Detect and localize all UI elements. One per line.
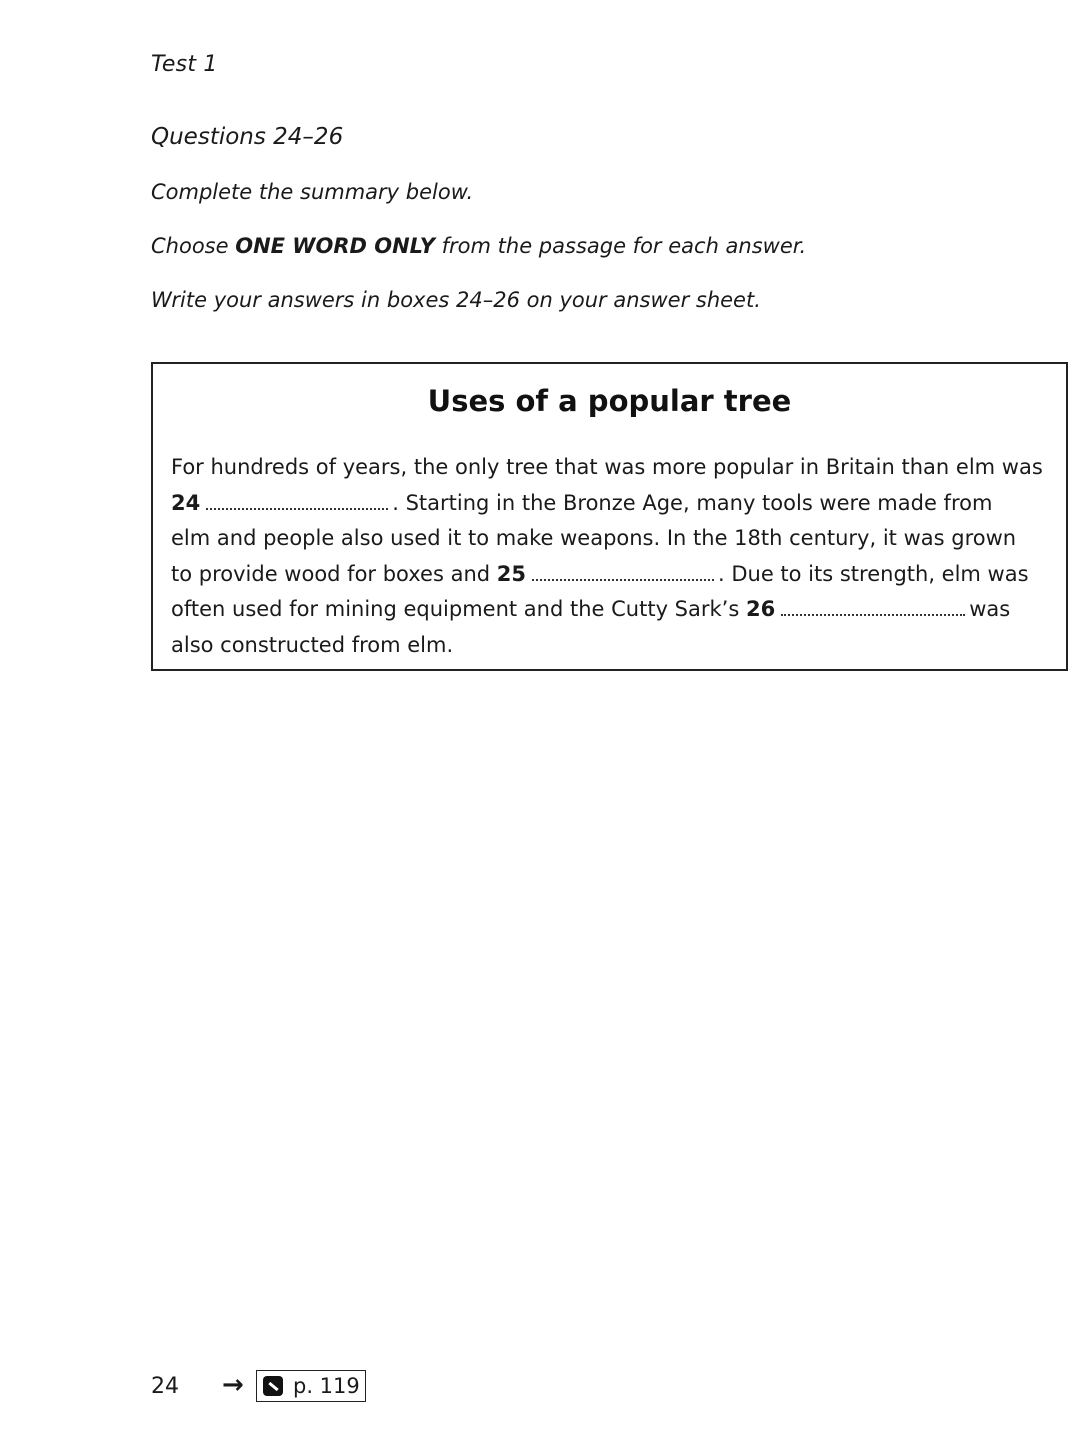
instruction-one-word-only: ONE WORD ONLY — [235, 234, 435, 258]
summary-title: Uses of a popular tree — [427, 384, 792, 418]
answer-key-page: p. 119 — [293, 1374, 360, 1398]
answer-key-icon — [263, 1376, 283, 1396]
arrow-right-icon: → — [222, 1370, 244, 1400]
answer-blank-24[interactable] — [206, 507, 388, 510]
summary-line-2-text: . Starting in the Bronze Age, many tools were made from — [392, 490, 993, 515]
instruction-choose-prefix: Choose — [151, 234, 236, 258]
summary-line-4-text-before: to provide wood for boxes and — [171, 561, 497, 586]
instruction-answer-sheet: Write your answers in boxes 24–26 on your answer sheet. — [151, 288, 761, 312]
answer-blank-26[interactable] — [781, 613, 965, 616]
instruction-choose-suffix: from the passage for each answer. — [434, 234, 807, 258]
questions-range-heading: Questions 24–26 — [151, 124, 344, 150]
summary-box — [151, 362, 1068, 671]
summary-text — [171, 450, 1051, 663]
question-number-26: 26 — [745, 597, 776, 621]
summary-line-1: For hundreds of years, the only tree that was more popular in Britain than elm was — [171, 455, 1043, 479]
page-number: 24 — [151, 1374, 179, 1399]
summary-line-2 — [171, 486, 1051, 522]
question-number-24: 24 — [171, 490, 201, 515]
answer-blank-25[interactable] — [532, 578, 714, 581]
answer-key-reference[interactable] — [256, 1370, 366, 1402]
summary-line-4 — [171, 557, 1051, 593]
summary-line-3: elm and people also used it to make weapons. In the 18th century, it was grown — [171, 526, 1017, 550]
test-label: Test 1 — [151, 52, 218, 77]
summary-line-4-text-after: . Due to its strength, elm was — [718, 561, 1029, 586]
summary-line-5-text-before: often used for mining equipment and the Cutty Sark’s — [171, 597, 746, 621]
instruction-choose-word — [151, 234, 806, 258]
summary-line-5 — [171, 592, 1051, 628]
summary-line-5-text-after: was — [969, 597, 1011, 621]
instruction-complete-summary: Complete the summary below. — [151, 180, 474, 204]
question-number-25: 25 — [496, 561, 526, 586]
summary-line-6: also constructed from elm. — [171, 632, 454, 657]
